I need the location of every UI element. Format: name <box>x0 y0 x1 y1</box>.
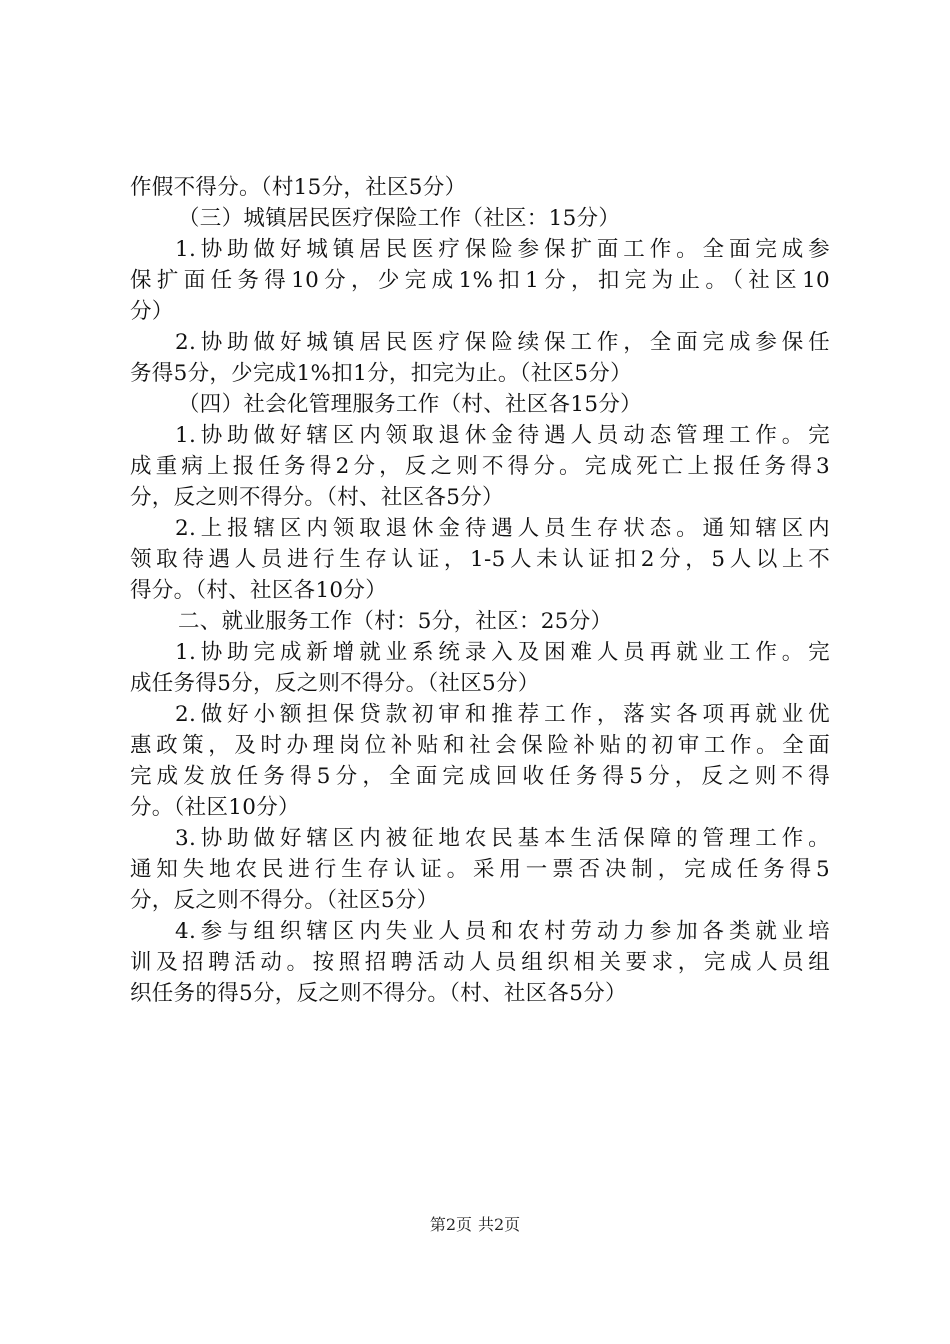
text-line: 分，反之则不得分。（社区5分） <box>130 888 439 913</box>
page-number: 第2页 <box>429 1215 472 1234</box>
list-item <box>130 234 830 327</box>
text-line: 二、就业服务工作（村：5分，社区：25分） <box>178 609 613 634</box>
text-line: 领取待遇人员进行生存认证，1-5人未认证扣2分，5人以上不 <box>130 547 830 572</box>
text-line: 2.上报辖区内领取退休金待遇人员生存状态。通知辖区内 <box>175 516 830 541</box>
text-line: 务得5分，少完成1%扣1分，扣完为止。（社区5分） <box>130 361 632 386</box>
page-footer <box>0 1215 950 1235</box>
section-heading <box>130 389 830 420</box>
list-item <box>130 420 830 513</box>
document-body <box>130 172 830 1009</box>
text-line: 完成发放任务得5分，全面完成回收任务得5分，反之则不得 <box>130 764 830 789</box>
text-line: （四）社会化管理服务工作（村、社区各15分） <box>178 392 642 417</box>
text-line: 分） <box>130 299 174 324</box>
text-line: 成重病上报任务得2分，反之则不得分。完成死亡上报任务得3 <box>130 454 830 479</box>
text-line: 作假不得分。（村15分，社区5分） <box>130 175 467 200</box>
text-line: 分。（社区10分） <box>130 795 300 820</box>
text-line: 4.参与组织辖区内失业人员和农村劳动力参加各类就业培 <box>175 919 830 944</box>
paragraph <box>130 172 830 203</box>
text-line: 得分。（村、社区各10分） <box>130 578 388 603</box>
text-line: 1.协助完成新增就业系统录入及困难人员再就业工作。完 <box>175 640 830 665</box>
section-heading <box>130 203 830 234</box>
text-line: 惠政策，及时办理岗位补贴和社会保险补贴的初审工作。全面 <box>130 733 830 758</box>
text-line: 通知失地农民进行生存认证。采用一票否决制，完成任务得5 <box>130 857 830 882</box>
list-item <box>130 637 830 699</box>
text-line: 训及招聘活动。按照招聘活动人员组织相关要求，完成人员组 <box>130 950 830 975</box>
text-line: 2.协助做好城镇居民医疗保险续保工作，全面完成参保任 <box>175 330 830 355</box>
text-line: 2.做好小额担保贷款初审和推荐工作，落实各项再就业优 <box>175 702 830 727</box>
list-item <box>130 916 830 1009</box>
text-line: 成任务得5分，反之则不得分。（社区5分） <box>130 671 540 696</box>
text-line: 保扩面任务得10分，少完成1%扣1分，扣完为止。（社区10 <box>130 268 830 293</box>
text-line: 1.协助做好辖区内领取退休金待遇人员动态管理工作。完 <box>175 423 830 448</box>
list-item <box>130 327 830 389</box>
text-line: 织任务的得5分，反之则不得分。（村、社区各5分） <box>130 981 627 1006</box>
text-line: （三）城镇居民医疗保险工作（社区：15分） <box>178 206 621 231</box>
text-line: 3.协助做好辖区内被征地农民基本生活保障的管理工作。 <box>175 826 830 851</box>
text-line: 1.协助做好城镇居民医疗保险参保扩面工作。全面完成参 <box>175 237 830 262</box>
page-total: 共2页 <box>478 1215 521 1234</box>
list-item <box>130 699 830 823</box>
list-item <box>130 823 830 916</box>
section-heading <box>130 606 830 637</box>
list-item <box>130 513 830 606</box>
text-line: 分，反之则不得分。（村、社区各5分） <box>130 485 504 510</box>
